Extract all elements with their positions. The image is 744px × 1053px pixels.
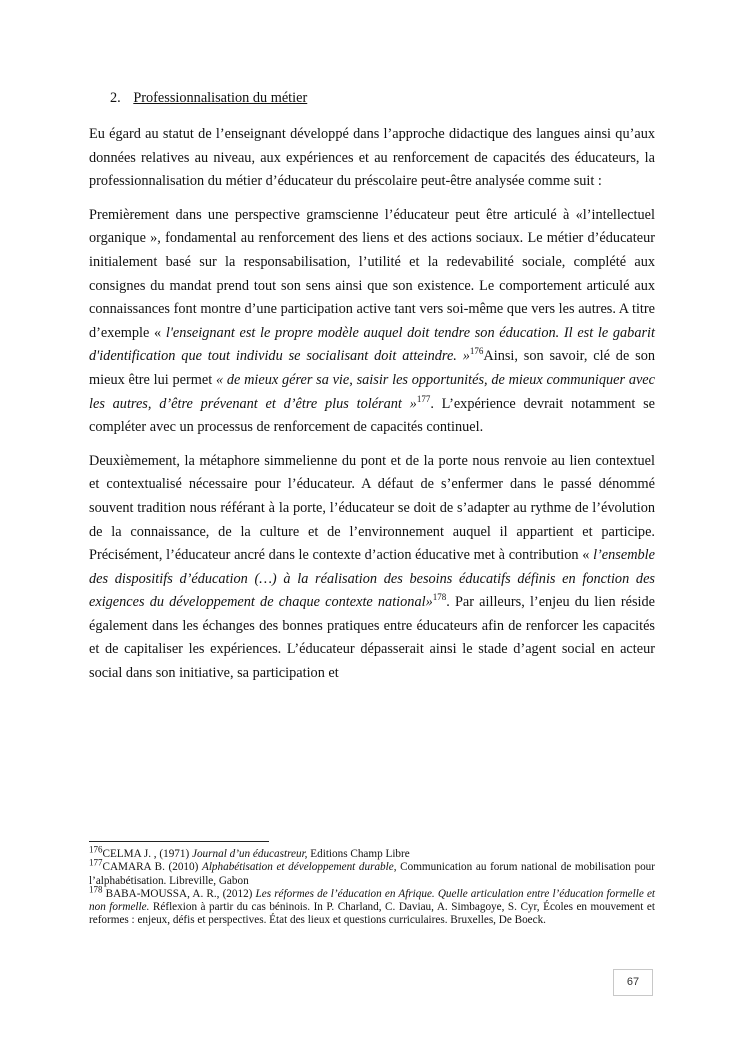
- text-run: Premièrement dans une perspective gramscienne l’éducateur peut être articulé à «l’intellectuel organique », fondamental au renforcement des liens et des actions sociaux. Le métier d’éducateur initialement basé sur la responsabilisation, l’utilité et la redevabilité sociale, complété aux consignes du mandat prend tout son sens ainsi que son existence. Le comportement articulé aux connaissances font montre d’une participation active tant vers soi-même que vers les autres. A titre d’exemple «: [89, 206, 655, 341]
- text-run: CAMARA B. (2010): [102, 861, 202, 874]
- text-run: Réflexion à partir du cas béninois. In P. Charland, C. Daviau, A. Simbagoye, S. Cyr, Écoles en mouvement et reformes : enjeux, défis et perspectives. État des lieux et questions curriculaires. Bruxelles, De Boeck.: [89, 901, 655, 927]
- text-run: Editions Champ Libre: [307, 848, 410, 860]
- footnotes: [89, 844, 656, 928]
- section-number: 2.: [110, 90, 121, 106]
- text-run: . L’expérience devrait notamment se compléter avec un processus de renforcement de capacités continuel.: [89, 395, 655, 436]
- italic-quote: « de mieux gérer sa vie, saisir les opportunités, de mieux communiquer avec les autres, d’être prévenant et d’être plus tolérant »: [89, 371, 655, 412]
- italic-quote: l'enseignant est le propre modèle auquel doit tendre son éducation. Il est le gabarit d'identification que tout individu se socialisant doit atteindre. »: [89, 324, 655, 365]
- text-run: Deuxièmement, la métaphore simmelienne du pont et de la porte nous renvoie au lien contextuel et contextualisé nécessaire pour l’éducateur. A défaut de s’enfermer dans le passé dénommé souvent tradition nous référant à la porte, l’éducateur se doit de s’adapter au rythme de l’évolution de la connaissance, de la culture et de l’environnement auquel il appartient et participe. Précisément, l’éducateur ancré dans le contexte d’action éducative met à contribution «: [89, 452, 655, 564]
- footnote-separator: [89, 841, 269, 842]
- italic-quote: Alphabétisation et développement durable: [201, 861, 394, 874]
- footnote-ref: 176: [469, 346, 484, 357]
- section-title: Professionnalisation du métier: [133, 90, 308, 106]
- footnote-ref: 178: [89, 884, 103, 895]
- text-run: BABA-MOUSSA, A. R., (2012): [102, 887, 256, 900]
- footnote-ref: 176: [89, 844, 103, 855]
- italic-quote: Journal d’un éducastreur,: [192, 848, 308, 860]
- footnote: [89, 844, 655, 861]
- italic-quote: Les réformes de l’éducation en Afrique. Quelle articulation entre l’éducation formelle et non formelle.: [89, 887, 656, 914]
- section-heading: [110, 89, 307, 107]
- text-run: Eu égard au statut de l’enseignant développé dans l’approche didactique des langues ainsi qu’aux données relatives au niveau, aux expériences et au renforcement de capacités des éducateurs, la professionnalisation du métier d’éducateur du préscolaire peut-être analysée comme suit :: [89, 126, 655, 190]
- text-run: CELMA J. , (1971): [102, 848, 192, 860]
- paragraph: [89, 450, 655, 686]
- text-run: , Communication au forum national de mobilisation pour l’alphabétisation. Libreville, Gabon: [89, 861, 655, 887]
- footnote-ref: 177: [89, 857, 103, 868]
- body-text: [89, 123, 655, 696]
- footnote-ref: 177: [416, 393, 431, 404]
- paragraph: [89, 204, 655, 440]
- page-number: 67: [613, 969, 653, 996]
- footnote: [89, 884, 656, 928]
- paragraph: [89, 123, 655, 194]
- text-run: . Par ailleurs, l’enjeu du lien réside également dans les échanges des bonnes pratiques entre éducateurs afin de renforcer les capacités et de capitaliser les expériences. L’éducateur dépasserait ainsi le stade d’agent social en acteur social dans son initiative, sa participation et: [89, 594, 655, 682]
- italic-quote: l’ensemble des dispositifs d’éducation (…) à la réalisation des besoins éducatifs définis en fonction des exigences du développement de chaque contexte national»: [89, 547, 655, 611]
- text-run: Ainsi, son savoir, clé de son mieux être lui permet: [89, 348, 656, 388]
- footnote: [89, 857, 655, 888]
- footnote-ref: 178: [432, 592, 447, 603]
